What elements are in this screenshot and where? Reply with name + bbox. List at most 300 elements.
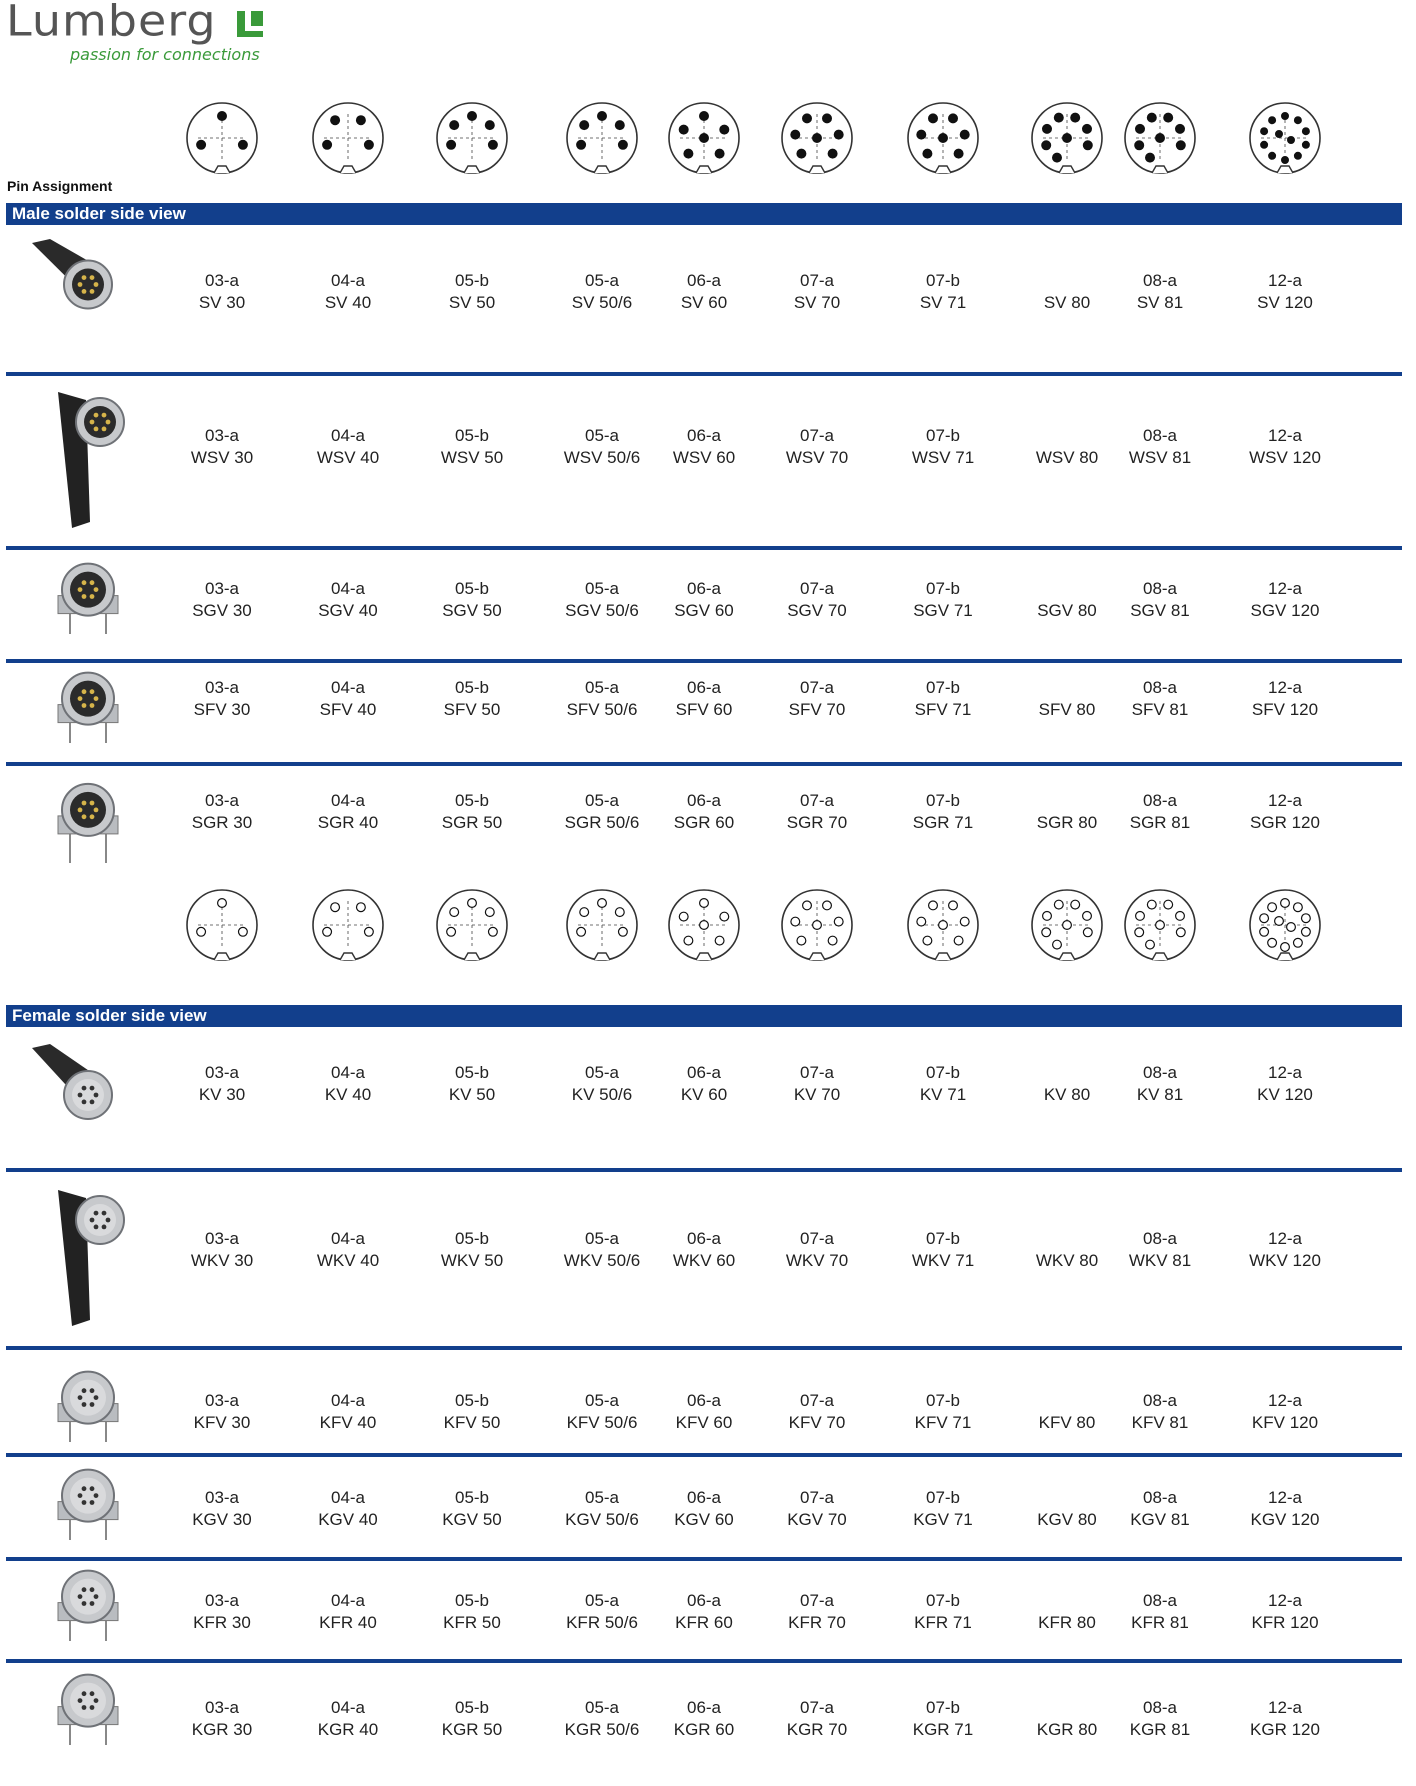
- part-number: SFV 120: [1251, 700, 1319, 719]
- part-number: KV 60: [680, 1085, 728, 1104]
- part-number: SGR 81: [1129, 813, 1191, 832]
- part-number: KFV 60: [675, 1413, 733, 1432]
- part-cell: [1225, 270, 1345, 314]
- part-cell: [162, 790, 282, 834]
- part-cell: [883, 425, 1003, 469]
- part-cell: [644, 1062, 764, 1106]
- part-cell: [412, 790, 532, 834]
- connector-photo-kfr: [28, 1563, 148, 1643]
- part-number: SV 71: [919, 293, 967, 312]
- variant-code: 03-a: [204, 791, 240, 810]
- variant-code: 05-a: [584, 1391, 620, 1410]
- part-number: WKV 50/6: [563, 1251, 641, 1270]
- pin-diagram-female-5: [666, 887, 742, 963]
- part-number: KGR 40: [317, 1720, 379, 1739]
- variant-code: 06-a: [686, 678, 722, 697]
- part-number: SGR 120: [1250, 813, 1320, 832]
- part-cell: [412, 1487, 532, 1531]
- part-cell: [288, 1062, 408, 1106]
- part-cell: [288, 1590, 408, 1634]
- pin-diagram-male-6: [779, 100, 855, 176]
- part-number: WKV 60: [672, 1251, 736, 1270]
- part-cell: [162, 677, 282, 721]
- part-number: KFR 80: [1038, 1613, 1096, 1632]
- part-number: SGR 40: [317, 813, 379, 832]
- part-cell: [1100, 1062, 1220, 1106]
- connector-photo-wsv: [28, 382, 148, 532]
- row-separator: [6, 1453, 1402, 1457]
- section-header-male: Male solder side view: [6, 203, 1402, 225]
- part-number: SGV 81: [1130, 601, 1190, 620]
- part-cell: [1100, 1390, 1220, 1434]
- variant-code: 05-a: [584, 271, 620, 290]
- part-number: SGV 80: [1037, 601, 1097, 620]
- part-number: KGR 30: [191, 1720, 253, 1739]
- pin-diagram-female-8: [1029, 887, 1105, 963]
- variant-code: 05-b: [454, 1063, 490, 1082]
- variant-code: 07-a: [799, 791, 835, 810]
- variant-code: 04-a: [330, 1591, 366, 1610]
- connector-photo-sgv: [28, 556, 148, 636]
- brand-logo: Lumberg: [6, 0, 217, 46]
- variant-code: 05-a: [584, 1488, 620, 1507]
- part-number: KGV 71: [913, 1510, 973, 1529]
- variant-code: 06-a: [686, 426, 722, 445]
- part-number: KFR 70: [788, 1613, 846, 1632]
- pin-diagram-male-1: [184, 100, 260, 176]
- part-number: SGV 50: [442, 601, 502, 620]
- variant-code: 05-b: [454, 1698, 490, 1717]
- part-number: SGV 60: [674, 601, 734, 620]
- variant-code: 07-a: [799, 1229, 835, 1248]
- part-number: SGV 71: [913, 601, 973, 620]
- variant-code: 07-a: [799, 678, 835, 697]
- part-cell: [162, 578, 282, 622]
- part-cell: [644, 270, 764, 314]
- part-cell: [288, 425, 408, 469]
- variant-code: 05-b: [454, 271, 490, 290]
- part-cell: [412, 1062, 532, 1106]
- part-cell: [757, 425, 877, 469]
- variant-code: 04-a: [330, 579, 366, 598]
- part-number: SV 60: [680, 293, 728, 312]
- part-number: KFV 40: [319, 1413, 377, 1432]
- variant-code: 03-a: [204, 579, 240, 598]
- part-cell: [644, 1487, 764, 1531]
- part-number: KFV 70: [788, 1413, 846, 1432]
- part-cell: [1100, 677, 1220, 721]
- part-cell: [1225, 677, 1345, 721]
- part-cell: [757, 1228, 877, 1272]
- part-number: KFR 71: [914, 1613, 972, 1632]
- part-cell: [162, 1062, 282, 1106]
- connector-photo-sfv: [28, 665, 148, 745]
- part-number: SFV 40: [319, 700, 377, 719]
- part-number: SGR 50: [441, 813, 503, 832]
- variant-code: 12-a: [1267, 1063, 1303, 1082]
- part-number: KGR 81: [1129, 1720, 1191, 1739]
- part-cell: [412, 1697, 532, 1741]
- part-number: KFV 81: [1131, 1413, 1189, 1432]
- variant-code: 04-a: [330, 1488, 366, 1507]
- part-number: KFV 50/6: [566, 1413, 638, 1432]
- part-cell: [1100, 1487, 1220, 1531]
- part-cell: [883, 1697, 1003, 1741]
- part-number: SFV 80: [1038, 700, 1096, 719]
- pin-diagram-female-2: [310, 887, 386, 963]
- variant-code: 08-a: [1142, 426, 1178, 445]
- part-number: WKV 40: [316, 1251, 380, 1270]
- part-number: WKV 81: [1128, 1251, 1192, 1270]
- part-number: WSV 81: [1128, 448, 1192, 467]
- part-cell: [412, 1390, 532, 1434]
- part-number: KFV 80: [1038, 1413, 1096, 1432]
- variant-code: 03-a: [204, 1488, 240, 1507]
- part-cell: [1100, 425, 1220, 469]
- row-separator: [6, 659, 1402, 663]
- connector-photo-kgv: [28, 1462, 148, 1542]
- part-number: WSV 30: [190, 448, 254, 467]
- part-cell: [1225, 1390, 1345, 1434]
- variant-code: 07-a: [799, 1063, 835, 1082]
- part-cell: [288, 1487, 408, 1531]
- part-number: SV 50/6: [571, 293, 633, 312]
- variant-code: 08-a: [1142, 1698, 1178, 1717]
- part-number: KGV 50/6: [565, 1510, 639, 1529]
- connector-photo-sgr: [28, 770, 148, 865]
- part-number: SV 120: [1257, 293, 1313, 312]
- part-number: SV 40: [324, 293, 372, 312]
- part-number: KFV 71: [914, 1413, 972, 1432]
- part-cell: [1225, 1697, 1345, 1741]
- variant-code: 06-a: [686, 1229, 722, 1248]
- part-cell: [162, 1590, 282, 1634]
- part-number: KFR 60: [675, 1613, 733, 1632]
- variant-code: 07-a: [799, 1698, 835, 1717]
- variant-code: 04-a: [330, 271, 366, 290]
- part-number: KGV 120: [1250, 1510, 1320, 1529]
- part-cell: [1225, 1062, 1345, 1106]
- part-cell: [1100, 1590, 1220, 1634]
- part-cell: [162, 270, 282, 314]
- part-number: WSV 60: [672, 448, 736, 467]
- part-number: KGR 71: [912, 1720, 974, 1739]
- part-cell: [288, 677, 408, 721]
- part-cell: [412, 1590, 532, 1634]
- variant-code: 05-a: [584, 1698, 620, 1717]
- part-number: WKV 80: [1035, 1251, 1099, 1270]
- connector-photo-kv: [28, 1040, 148, 1140]
- variant-code: 04-a: [330, 791, 366, 810]
- connector-photo-wkv: [28, 1180, 148, 1330]
- part-number: KV 80: [1043, 1085, 1091, 1104]
- part-number: KGR 120: [1250, 1720, 1320, 1739]
- part-number: KFR 30: [193, 1613, 251, 1632]
- pin-diagram-female-3: [434, 887, 510, 963]
- part-cell: [757, 1390, 877, 1434]
- part-number: SGV 70: [787, 601, 847, 620]
- variant-code: 08-a: [1142, 1391, 1178, 1410]
- variant-code: 08-a: [1142, 1229, 1178, 1248]
- part-number: WKV 71: [911, 1251, 975, 1270]
- part-cell: [644, 677, 764, 721]
- part-cell: [288, 1390, 408, 1434]
- row-separator: [6, 1557, 1402, 1561]
- part-number: KFR 120: [1251, 1613, 1319, 1632]
- variant-code: 07-a: [799, 579, 835, 598]
- part-cell: [883, 1487, 1003, 1531]
- variant-code: 07-b: [925, 1591, 961, 1610]
- part-cell: [757, 1697, 877, 1741]
- part-cell: [644, 1697, 764, 1741]
- part-number: SGR 80: [1036, 813, 1098, 832]
- part-cell: [1225, 1228, 1345, 1272]
- variant-code: 12-a: [1267, 579, 1303, 598]
- pin-diagram-female-7: [905, 887, 981, 963]
- part-number: SFV 50: [443, 700, 501, 719]
- part-number: KGV 30: [192, 1510, 252, 1529]
- part-number: KGV 81: [1130, 1510, 1190, 1529]
- variant-code: 08-a: [1142, 1488, 1178, 1507]
- part-cell: [1100, 578, 1220, 622]
- part-number: SGR 50/6: [564, 813, 640, 832]
- part-cell: [412, 677, 532, 721]
- variant-code: 04-a: [330, 1391, 366, 1410]
- variant-code: 05-a: [584, 1591, 620, 1610]
- variant-code: 05-a: [584, 1063, 620, 1082]
- part-number: SFV 81: [1131, 700, 1189, 719]
- variant-code: 12-a: [1267, 426, 1303, 445]
- variant-code: 07-b: [925, 678, 961, 697]
- part-number: SFV 70: [788, 700, 846, 719]
- part-cell: [757, 790, 877, 834]
- variant-code: 12-a: [1267, 271, 1303, 290]
- part-cell: [162, 1228, 282, 1272]
- part-number: KV 30: [198, 1085, 246, 1104]
- part-number: SGR 70: [786, 813, 848, 832]
- part-cell: [162, 1697, 282, 1741]
- variant-code: 07-b: [925, 1063, 961, 1082]
- part-number: WSV 50: [440, 448, 504, 467]
- variant-code: 04-a: [330, 426, 366, 445]
- variant-code: 05-b: [454, 1591, 490, 1610]
- part-number: SV 50: [448, 293, 496, 312]
- part-cell: [757, 1487, 877, 1531]
- part-number: SFV 30: [193, 700, 251, 719]
- variant-code: 05-a: [584, 579, 620, 598]
- variant-code: 07-a: [799, 1591, 835, 1610]
- part-number: SGR 60: [673, 813, 735, 832]
- pin-diagram-female-10: [1247, 887, 1323, 963]
- part-number: WKV 120: [1249, 1251, 1321, 1270]
- part-number: SGV 120: [1250, 601, 1320, 620]
- section-header-female: Female solder side view: [6, 1005, 1402, 1027]
- part-number: KFR 81: [1131, 1613, 1189, 1632]
- part-cell: [288, 1228, 408, 1272]
- variant-code: 12-a: [1267, 678, 1303, 697]
- part-number: KGV 80: [1037, 1510, 1097, 1529]
- pin-diagram-female-1: [184, 887, 260, 963]
- variant-code: 12-a: [1267, 1488, 1303, 1507]
- part-number: KGV 60: [674, 1510, 734, 1529]
- variant-code: 04-a: [330, 678, 366, 697]
- part-number: WSV 40: [316, 448, 380, 467]
- part-cell: [1100, 1228, 1220, 1272]
- part-number: SV 81: [1136, 293, 1184, 312]
- part-cell: [883, 1062, 1003, 1106]
- part-number: SV 80: [1043, 293, 1091, 312]
- row-separator: [6, 762, 1402, 766]
- variant-code: 05-b: [454, 791, 490, 810]
- pin-diagram-male-7: [905, 100, 981, 176]
- part-cell: [883, 1228, 1003, 1272]
- part-number: KV 81: [1136, 1085, 1184, 1104]
- pin-diagram-male-10: [1247, 100, 1323, 176]
- variant-code: 12-a: [1267, 1391, 1303, 1410]
- pin-diagram-male-2: [310, 100, 386, 176]
- part-cell: [1225, 425, 1345, 469]
- part-number: KV 70: [793, 1085, 841, 1104]
- connector-photo-sv: [28, 235, 148, 325]
- pin-diagram-male-9: [1122, 100, 1198, 176]
- variant-code: 03-a: [204, 1229, 240, 1248]
- pin-diagram-male-5: [666, 100, 742, 176]
- part-number: KFR 40: [319, 1613, 377, 1632]
- variant-code: 07-b: [925, 1391, 961, 1410]
- part-cell: [288, 1697, 408, 1741]
- variant-code: 03-a: [204, 1698, 240, 1717]
- part-cell: [757, 1590, 877, 1634]
- part-cell: [288, 578, 408, 622]
- part-cell: [644, 790, 764, 834]
- variant-code: 07-b: [925, 426, 961, 445]
- part-number: SGV 30: [192, 601, 252, 620]
- pin-diagram-male-3: [434, 100, 510, 176]
- variant-code: 07-a: [799, 426, 835, 445]
- variant-code: 07-b: [925, 1229, 961, 1248]
- part-cell: [1100, 270, 1220, 314]
- variant-code: 06-a: [686, 1391, 722, 1410]
- part-cell: [162, 1487, 282, 1531]
- part-cell: [644, 578, 764, 622]
- variant-code: 12-a: [1267, 1591, 1303, 1610]
- variant-code: 06-a: [686, 271, 722, 290]
- part-cell: [883, 270, 1003, 314]
- variant-code: 07-a: [799, 271, 835, 290]
- pin-diagram-female-9: [1122, 887, 1198, 963]
- part-number: SV 30: [198, 293, 246, 312]
- part-cell: [757, 270, 877, 314]
- part-cell: [757, 1062, 877, 1106]
- variant-code: 05-b: [454, 678, 490, 697]
- part-cell: [883, 677, 1003, 721]
- variant-code: 05-a: [584, 678, 620, 697]
- part-number: KFV 50: [443, 1413, 501, 1432]
- variant-code: 12-a: [1267, 1229, 1303, 1248]
- variant-code: 03-a: [204, 1391, 240, 1410]
- pin-diagram-female-6: [779, 887, 855, 963]
- part-number: SGV 40: [318, 601, 378, 620]
- variant-code: 07-b: [925, 579, 961, 598]
- part-number: KFR 50: [443, 1613, 501, 1632]
- variant-code: 05-b: [454, 1488, 490, 1507]
- variant-code: 04-a: [330, 1229, 366, 1248]
- part-number: KGR 50/6: [564, 1720, 640, 1739]
- variant-code: 08-a: [1142, 271, 1178, 290]
- part-cell: [288, 790, 408, 834]
- connector-photo-kfv: [28, 1364, 148, 1444]
- variant-code: 03-a: [204, 426, 240, 445]
- variant-code: 08-a: [1142, 1063, 1178, 1082]
- part-number: KV 120: [1257, 1085, 1313, 1104]
- part-number: KV 40: [324, 1085, 372, 1104]
- variant-code: 08-a: [1142, 791, 1178, 810]
- part-cell: [757, 578, 877, 622]
- part-number: WKV 50: [440, 1251, 504, 1270]
- part-number: WKV 70: [785, 1251, 849, 1270]
- row-separator: [6, 1168, 1402, 1172]
- brand-mark-icon: [237, 11, 263, 37]
- part-number: KFV 30: [193, 1413, 251, 1432]
- variant-code: 07-b: [925, 1488, 961, 1507]
- part-cell: [883, 1390, 1003, 1434]
- part-number: KGV 40: [318, 1510, 378, 1529]
- part-number: KGV 50: [442, 1510, 502, 1529]
- part-cell: [644, 425, 764, 469]
- pin-assignment-label: Pin Assignment: [7, 178, 113, 194]
- variant-code: 08-a: [1142, 1591, 1178, 1610]
- part-cell: [883, 790, 1003, 834]
- part-number: KV 71: [919, 1085, 967, 1104]
- row-separator: [6, 372, 1402, 376]
- part-cell: [1225, 1590, 1345, 1634]
- variant-code: 03-a: [204, 271, 240, 290]
- part-number: KGR 80: [1036, 1720, 1098, 1739]
- part-cell: [288, 270, 408, 314]
- variant-code: 05-b: [454, 426, 490, 445]
- part-cell: [644, 1228, 764, 1272]
- part-number: WKV 30: [190, 1251, 254, 1270]
- part-number: WSV 80: [1035, 448, 1099, 467]
- part-number: SFV 60: [675, 700, 733, 719]
- pin-diagram-female-4: [564, 887, 640, 963]
- row-separator: [6, 1346, 1402, 1350]
- part-cell: [162, 1390, 282, 1434]
- variant-code: 06-a: [686, 1488, 722, 1507]
- variant-code: 06-a: [686, 791, 722, 810]
- part-cell: [412, 578, 532, 622]
- part-number: SGR 71: [912, 813, 974, 832]
- part-number: SFV 50/6: [566, 700, 638, 719]
- variant-code: 07-a: [799, 1488, 835, 1507]
- part-cell: [162, 425, 282, 469]
- variant-code: 04-a: [330, 1063, 366, 1082]
- row-separator: [6, 546, 1402, 550]
- part-number: SFV 71: [914, 700, 972, 719]
- part-cell: [1100, 790, 1220, 834]
- part-cell: [412, 1228, 532, 1272]
- variant-code: 06-a: [686, 579, 722, 598]
- part-cell: [1225, 790, 1345, 834]
- part-cell: [644, 1390, 764, 1434]
- part-cell: [644, 1590, 764, 1634]
- variant-code: 12-a: [1267, 1698, 1303, 1717]
- part-cell: [883, 578, 1003, 622]
- part-number: SGV 50/6: [565, 601, 639, 620]
- part-cell: [757, 677, 877, 721]
- pin-diagram-male-4: [564, 100, 640, 176]
- part-number: WSV 71: [911, 448, 975, 467]
